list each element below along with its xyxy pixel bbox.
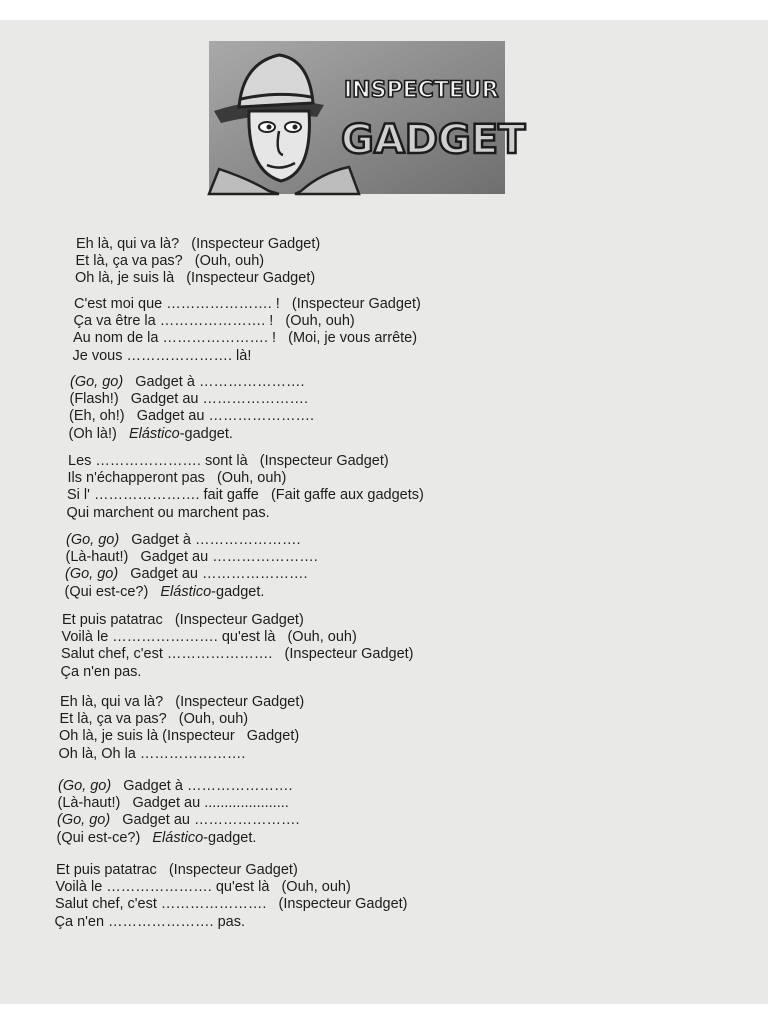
lyric-italic-segment: Elástico	[152, 829, 204, 846]
lyric-segment: -gadget.	[179, 425, 233, 442]
lyric-segment: Eh là, qui va là? (Inspecteur Gadget)	[60, 694, 305, 710]
lyric-line	[67, 487, 424, 504]
lyric-line	[57, 830, 257, 847]
lyric-line	[56, 879, 351, 896]
lyric-line	[66, 532, 301, 549]
lyric-segment: Oh là, je suis là (Inspecteur Gadget)	[75, 270, 316, 287]
lyric-line	[59, 746, 246, 763]
lyric-line	[69, 408, 314, 425]
lyric-line	[74, 296, 421, 313]
lyric-line	[58, 795, 289, 812]
lyric-line	[67, 505, 270, 522]
lyric-italic-segment: Elástico	[128, 425, 180, 442]
lyric-line	[56, 862, 298, 879]
lyric-segment: Et puis patatrac (Inspecteur Gadget)	[62, 612, 304, 628]
lyric-line	[75, 270, 315, 287]
lyric-segment: (Flash!) Gadget au ………………….	[69, 391, 309, 408]
lyric-segment: -gadget.	[203, 829, 257, 846]
lyric-segment: (Eh, oh!) Gadget au ………………….	[69, 408, 314, 425]
lyric-line	[74, 313, 355, 330]
lyric-segment: C'est moi que …………………. ! (Inspecteur Gadget)	[74, 296, 421, 312]
lyric-segment: Si l' …………………. fait gaffe (Fait gaffe aux gadgets)	[67, 487, 424, 504]
lyric-line	[76, 236, 320, 253]
lyric-italic-segment: (Go, go)	[70, 374, 124, 390]
lyric-line	[59, 728, 299, 745]
lyric-segment: Les …………………. sont là (Inspecteur Gadget)	[68, 453, 389, 469]
lyric-segment: (Qui est-ce?)	[56, 829, 153, 846]
lyric-line	[62, 612, 304, 629]
lyric-italic-segment: Elástico	[160, 583, 212, 600]
lyric-segment: Salut chef, c'est …………………. (Inspecteur Gadget)	[55, 896, 408, 913]
lyric-line	[62, 629, 357, 646]
lyric-italic-segment: (Go, go)	[57, 812, 111, 829]
lyric-segment: Et puis patatrac (Inspecteur Gadget)	[56, 862, 298, 878]
lyric-segment: Gadget à ………………….	[123, 374, 305, 390]
lyric-segment: Ça n'en …………………. pas.	[54, 913, 246, 930]
lyric-line	[69, 426, 233, 443]
lyric-line	[68, 453, 389, 470]
lyric-segment: Je vous …………………. là!	[72, 347, 252, 364]
lyric-line	[55, 896, 408, 913]
lyric-segment: Ça n'en pas.	[60, 663, 142, 680]
lyric-segment: Oh là, Oh la ………………….	[58, 745, 246, 762]
lyric-segment: Eh là, qui va là? (Inspecteur Gadget)	[76, 236, 321, 252]
lyric-segment: Oh là, je suis là (Inspecteur Gadget)	[59, 728, 300, 745]
lyric-segment: Et là, ça va pas? (Ouh, ouh)	[75, 253, 265, 270]
lyric-italic-segment: (Go, go)	[65, 566, 119, 583]
lyric-line	[66, 549, 318, 566]
lyric-segment: -gadget.	[211, 583, 265, 600]
lyric-line	[65, 584, 265, 601]
lyric-segment: Ça va être la …………………. ! (Ouh, ouh)	[73, 313, 355, 330]
lyric-segment: (Là-haut!) Gadget au .....................	[57, 795, 289, 812]
lyric-line	[73, 330, 417, 347]
lyric-line	[55, 914, 246, 931]
lyric-segment: (Qui est-ce?)	[64, 583, 161, 600]
logo-inspecteur-text: INSPECTEUR	[344, 78, 499, 103]
lyric-line	[58, 778, 293, 795]
lyric-line	[76, 253, 265, 270]
lyric-line	[70, 374, 305, 391]
inspector-gadget-logo	[209, 41, 526, 194]
lyric-segment: Au nom de la …………………. ! (Moi, je vous arrête)	[73, 330, 418, 347]
lyric-line	[61, 646, 414, 663]
lyric-segment: Qui marchent ou marchent pas.	[66, 504, 270, 521]
lyric-segment: Gadget à ………………….	[111, 778, 293, 794]
lyric-segment: Voilà le …………………. qu'est là (Ouh, ouh)	[61, 629, 357, 646]
lyric-segment: Gadget au ………………….	[118, 566, 308, 583]
inspector-gadget-face-icon	[209, 41, 526, 194]
lyric-line	[68, 470, 287, 487]
lyric-line	[73, 348, 252, 365]
lyric-italic-segment: (Go, go)	[66, 532, 120, 548]
lyric-line	[61, 664, 142, 681]
lyric-segment: Et là, ça va pas? (Ouh, ouh)	[59, 711, 249, 728]
lyric-line	[60, 711, 249, 728]
lyric-segment: Salut chef, c'est …………………. (Inspecteur Gadget)	[61, 646, 414, 663]
lyric-line	[70, 391, 309, 408]
lyric-segment: (Oh là!)	[68, 425, 129, 442]
lyric-line	[65, 566, 308, 583]
logo-gadget-text: GADGET	[341, 117, 526, 163]
lyric-segment: Gadget à ………………….	[119, 532, 301, 548]
lyric-segment: Voilà le …………………. qu'est là (Ouh, ouh)	[55, 879, 351, 896]
lyric-segment: (Là-haut!) Gadget au ………………….	[65, 549, 318, 566]
lyric-line	[57, 812, 300, 829]
lyric-line	[60, 694, 304, 711]
lyric-segment: Gadget au ………………….	[110, 812, 300, 829]
lyric-segment: Ils n'échapperont pas (Ouh, ouh)	[67, 470, 287, 487]
lyric-italic-segment: (Go, go)	[58, 778, 112, 794]
